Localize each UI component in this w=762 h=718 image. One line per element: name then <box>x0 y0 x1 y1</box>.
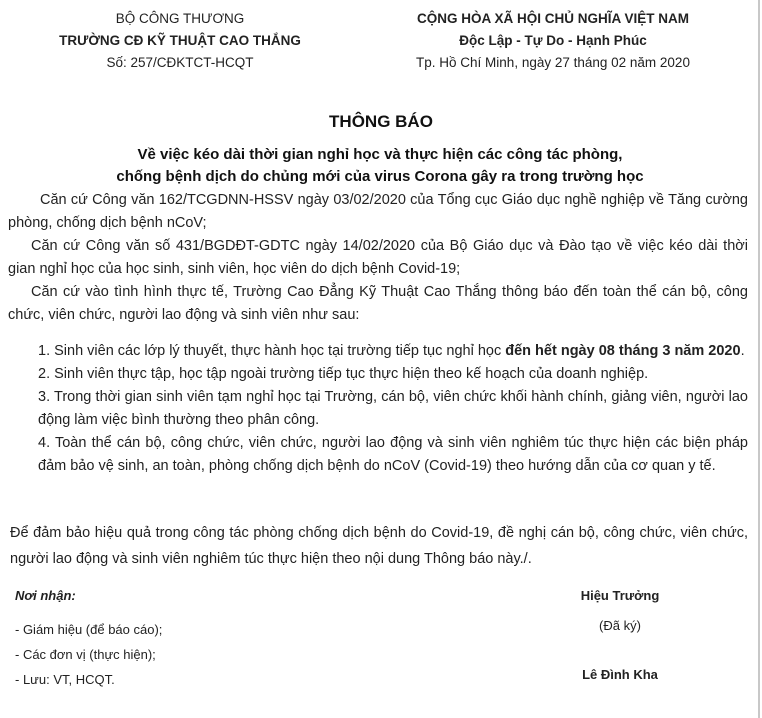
national-header <box>393 8 713 74</box>
notice-item-1: 1. Sinh viên các lớp lý thuyết, thực hành học tại trường tiếp tục nghỉ học đến hết ngày 08 tháng 3 năm 2020. <box>38 343 745 359</box>
place-and-date: Tp. Hồ Chí Minh, ngày 27 tháng 02 năm 2020 <box>416 55 690 70</box>
recipient-item: - Lưu: VT, HCQT. <box>15 672 115 687</box>
recipients-label: Nơi nhận: <box>15 588 76 603</box>
recipients-block <box>15 588 315 692</box>
notice-item-3: 3. Trong thời gian sinh viên tạm nghỉ học tại Trường, cán bộ, viên chức khối hành chính, giảng viên, người lao động làm việc bình thường theo phân công. <box>38 389 748 428</box>
document-title: THÔNG BÁO <box>329 112 433 131</box>
notice-items-list <box>38 340 748 478</box>
ministry-name: BỘ CÔNG THƯƠNG <box>115 11 245 26</box>
preamble-paragraph-2: Căn cứ Công văn số 431/BGDĐT-GDTC ngày 14/02/2020 của Bộ Giáo dục và Đào tạo về việc kéo dài thời gian nghỉ học của học sinh, sinh viên, học viên do dịch bệnh Covid-19; <box>8 238 748 277</box>
deadline-emphasis: đến hết ngày 08 tháng 3 năm 2020 <box>505 343 741 359</box>
issuer-header <box>30 8 330 74</box>
school-name: TRƯỜNG CĐ KỸ THUẬT CAO THẮNG <box>59 33 301 48</box>
notice-item-4: 4. Toàn thể cán bộ, công chức, viên chức, người lao động và sinh viên nghiêm túc thực hiện các biện pháp đảm bảo vệ sinh, an toàn, phòng chống dịch bệnh do nCoV (Covid-19) theo hướng dẫn của cơ quan y tế. <box>38 435 748 474</box>
recipient-item: - Các đơn vị (thực hiện); <box>15 647 156 662</box>
subtitle-line-1: Về việc kéo dài thời gian nghỉ học và thực hiện các công tác phòng, <box>137 146 623 163</box>
page-edge-border <box>758 0 760 718</box>
recipient-item: - Giám hiệu (để báo cáo); <box>15 622 163 637</box>
country-name: CỘNG HÒA XÃ HỘI CHỦ NGHĨA VIỆT NAM <box>416 11 689 26</box>
document-number: Số: 257/CĐKTCT-HCQT <box>106 55 254 70</box>
closing-paragraph: Để đảm bảo hiệu quả trong công tác phòng chống dịch bệnh do Covid-19, đề nghị cán bộ, công chức, viên chức, người lao động và sinh viên nghiêm túc thực hiện theo nội dung Thông báo này./. <box>10 525 748 567</box>
national-motto: Độc Lập - Tự Do - Hạnh Phúc <box>459 33 647 48</box>
subtitle-line-2: chống bệnh dịch do chủng mới của virus Corona gây ra trong trường học <box>116 168 644 185</box>
document-subtitle <box>60 144 700 188</box>
signer-name: Lê Đình Kha <box>582 667 658 682</box>
preamble-paragraph-3: Căn cứ vào tình hình thực tế, Trường Cao Đẳng Kỹ Thuật Cao Thắng thông báo đến toàn thể cán bộ, công chức, viên chức, người lao động và sinh viên như sau: <box>8 284 748 323</box>
notice-item-2: 2. Sinh viên thực tập, học tập ngoài trường tiếp tục thực hiện theo kế hoạch của doanh nghiệp. <box>38 366 649 382</box>
signed-note: (Đã ký) <box>599 618 641 633</box>
signature-block <box>540 588 700 682</box>
signer-role: Hiệu Trưởng <box>580 588 660 603</box>
preamble-paragraph-1: Căn cứ Công văn 162/TCGDNN-HSSV ngày 03/02/2020 của Tổng cục Giáo dục nghề nghiệp về Tăng cường phòng, chống dịch bệnh nCoV; <box>8 192 748 231</box>
